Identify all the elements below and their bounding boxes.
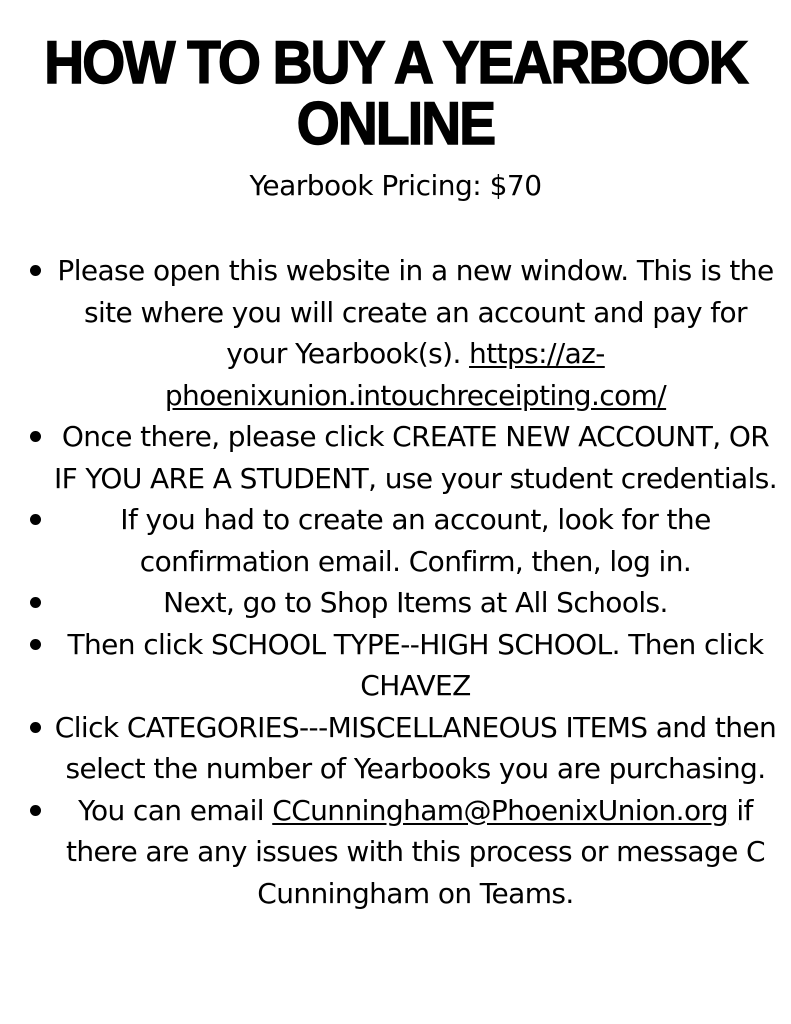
bullet-icon [30, 805, 41, 816]
instruction-list [0, 250, 791, 914]
title-line-2: ONLINE [296, 90, 495, 157]
bullet-icon [30, 722, 41, 733]
list-item [0, 624, 791, 707]
step-7-text-before: You can email [78, 793, 273, 827]
list-item [0, 250, 791, 416]
list-item [0, 707, 791, 790]
step-6-text: Click CATEGORIES---MISCELLANEOUS ITEMS and then select the number of Yearbooks you are purchasing. [54, 710, 777, 785]
page-title [32, 29, 760, 157]
list-item [0, 582, 791, 624]
bullet-icon [30, 431, 41, 442]
bullet-icon [30, 265, 41, 276]
yearbook-pricing: Yearbook Pricing: $70 [249, 169, 542, 202]
bullet-icon [30, 514, 41, 525]
list-item [0, 499, 791, 582]
step-1-text: Please open this website in a new window. This is the site where you will create an account and pay for your Yearbook(s). [57, 254, 774, 370]
step-4-text: Next, go to Shop Items at All Schools. [163, 586, 668, 619]
payment-site-link[interactable]: https://az-phoenixunion.intouchreceipting.com/ [164, 337, 667, 412]
step-5-text: Then click SCHOOL TYPE--HIGH SCHOOL. Then click CHAVEZ [67, 627, 764, 702]
bullet-icon [30, 597, 41, 608]
contact-email-link[interactable]: CCunningham@PhoenixUnion.org [272, 793, 729, 827]
step-2-text: Once there, please click CREATE NEW ACCOUNT, OR IF YOU ARE A STUDENT, use your student credentials. [53, 420, 778, 495]
step-3-text: If you had to create an account, look for the confirmation email. Confirm, then, log in. [120, 503, 711, 578]
list-item [0, 416, 791, 499]
step-7-text-after: if there are any issues with this process or message C Cunningham on Teams. [66, 793, 765, 910]
title-line-1: HOW TO BUY A YEARBOOK [44, 29, 747, 96]
list-item [0, 790, 791, 915]
bullet-icon [30, 639, 41, 650]
